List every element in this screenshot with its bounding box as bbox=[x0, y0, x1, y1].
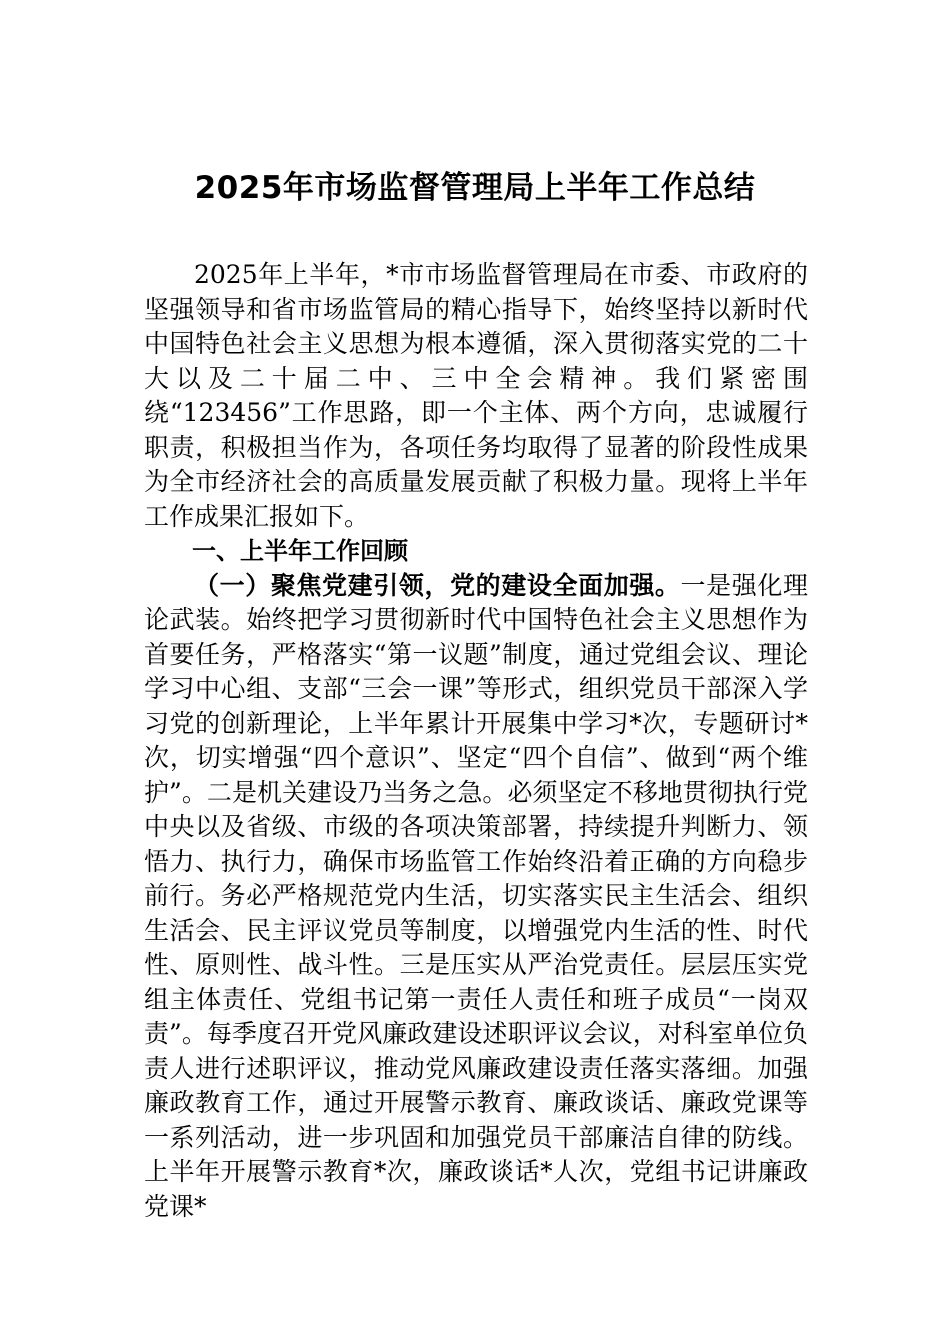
subsection-paragraph bbox=[144, 569, 808, 1225]
subsection-text: 一是强化理论武装。始终把学习贯彻新时代中国特色社会主义思想作为首要任务，严格落实“第一议题”制度，通过党组会议、理论学习中心组、支部“三会一课”等形式，组织党员干部深入学习党的创新理论，上半年累计开展集中学习*次，专题研讨*次，切实增强“四个意识”、坚定“四个自信”、做到“两个维护”。二是机关建设乃当务之急。必须坚定不移地贯彻执行党中央以及省级、市级的各项决策部署，持续提升判断力、领悟力、执行力，确保市场监管工作始终沿着正确的方向稳步前行。务必严格规范党内生活，切实落实民主生活会、组织生活会、民主评议党员等制度，以增强党内生活的性、时代性、原则性、战斗性。三是压实从严治党责任。层层压实党组主体责任、党组书记第一责任人责任和班子成员“一岗双责”。每季度召开党风廉政建设述职评议会议，对科室单位负责人进行述职评议，推动党风廉政建设责任落实落细。加强廉政教育工作，通过开展警示教育、廉政谈话、廉政党课等一系列活动，进一步巩固和加强党员干部廉洁自律的防线。上半年开展警示教育*次，廉政谈话*人次，党组书记讲廉政党课* bbox=[144, 570, 808, 1221]
intro-paragraph: 2025年上半年，*市市场监督管理局在市委、市政府的坚强领导和省市场监管局的精心指导下，始终坚持以新时代中国特色社会主义思想为根本遵循，深入贯彻落实党的二十大以及二十届二中、三中全会精神。我们紧密围绕“123456”工作思路，即一个主体、两个方向，忠诚履行职责，积极担当作为，各项任务均取得了显著的阶段性成果为全市经济社会的高质量发展贡献了积极力量。现将上半年工作成果汇报如下。 bbox=[144, 260, 808, 531]
document-title: 2025年市场监督管理局上半年工作总结 bbox=[194, 170, 756, 206]
subsection-heading: （一）聚焦党建引领，党的建设全面加强。 bbox=[194, 570, 681, 600]
document-body bbox=[144, 258, 808, 1224]
section-heading: 一、上半年工作回顾 bbox=[192, 537, 408, 565]
